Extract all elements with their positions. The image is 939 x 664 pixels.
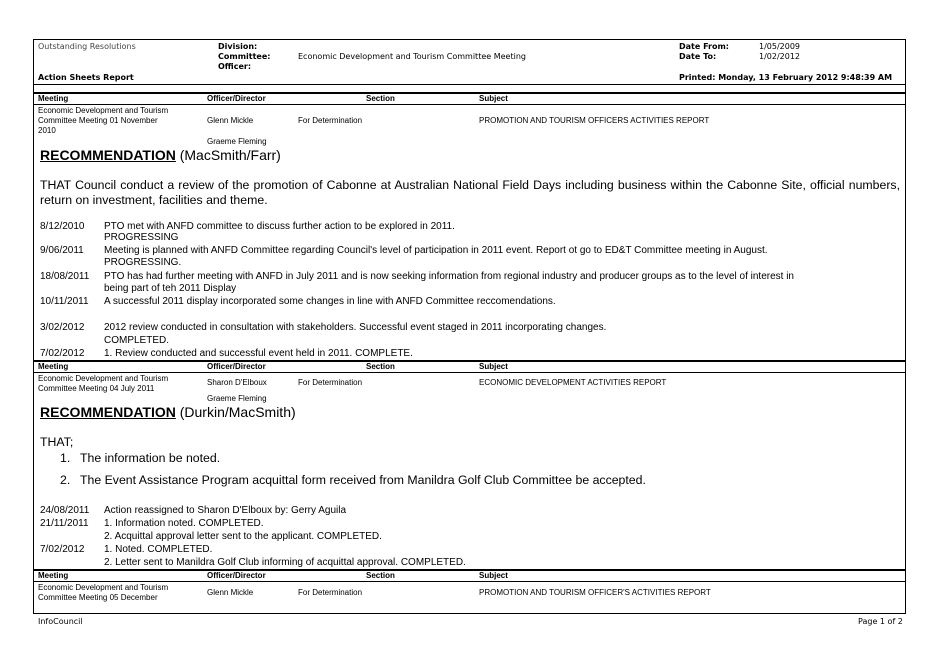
action-date: 7/02/2012 (40, 544, 85, 555)
printed-value: Monday, 13 February 2012 9:48:39 AM (718, 73, 893, 82)
page-number: Page 1 of 2 (858, 617, 903, 626)
recommendation-item-number: 2. (60, 473, 71, 487)
action-date: 9/06/2011 (40, 245, 84, 256)
date-from-label: Date From: (679, 42, 730, 51)
subject-value: PROMOTION AND TOURISM OFFICERS ACTIVITIES REPORT (479, 116, 710, 125)
director-name: Graeme Fleming (207, 137, 267, 146)
action-text: PTO met with ANFD committee to discuss further action to be explored in 2011. (104, 221, 455, 232)
recommendation-item-number: 1. (60, 451, 71, 465)
column-header-bottom-rule (34, 581, 905, 582)
action-date: 8/12/2010 (40, 221, 85, 232)
section-value: For Determination (298, 378, 363, 387)
recommendation-label: RECOMMENDATION (40, 404, 176, 420)
committee-label: Committee: (218, 52, 271, 61)
action-text: 2012 review conducted in consultation with stakeholders. Successful event staged in 2011 incorporating changes. (104, 322, 607, 333)
action-text: A successful 2011 display incorporated some changes in line with ANFD Committee reccomendations. (104, 296, 556, 307)
action-text: 2. Letter sent to Manildra Golf Club informing of acquittal approval. COMPLETED. (104, 557, 466, 568)
column-header-bottom-rule (34, 372, 905, 373)
committee-value: Economic Development and Tourism Committee Meeting (298, 52, 526, 61)
action-text: 1. Noted. COMPLETED. (104, 544, 213, 555)
officer-name: Glenn Mickle (207, 116, 254, 125)
action-text: 1. Review conducted and successful event held in 2011. COMPLETE. (104, 348, 413, 359)
action-date: 21/11/2011 (40, 518, 89, 529)
column-header-meeting: Meeting (38, 94, 69, 103)
sheet-title: Action Sheets Report (38, 73, 134, 82)
action-date: 24/08/2011 (40, 505, 90, 516)
column-header-top-rule (34, 92, 905, 94)
printed-stamp (679, 73, 892, 83)
action-text: 1. Information noted. COMPLETED. (104, 518, 264, 529)
action-date: 7/02/2012 (40, 348, 85, 359)
recommendation-heading (40, 147, 281, 163)
column-header-bottom-rule (34, 104, 905, 105)
action-text: 2. Acquittal approval letter sent to the applicant. COMPLETED. (104, 531, 382, 542)
column-header-section: Section (366, 94, 395, 103)
column-header-officer: Officer/Director (207, 362, 266, 371)
column-header-section: Section (366, 571, 395, 580)
officer-label: Officer: (218, 62, 252, 71)
action-text: Action reassigned to Sharon D'Elboux by: Gerry Aguila (104, 505, 347, 516)
division-label: Division: (218, 42, 258, 51)
recommendation-label: RECOMMENDATION (40, 147, 176, 163)
recommendation-movers: (MacSmith/Farr) (175, 147, 281, 163)
section-value: For Determination (298, 588, 363, 597)
column-header-officer: Officer/Director (207, 571, 266, 580)
printed-label: Printed: (679, 73, 716, 82)
recommendation-intro: THAT; (40, 435, 74, 449)
date-to-label: Date To: (679, 52, 717, 61)
meeting-name-line: Economic Development and Tourism (38, 583, 169, 592)
column-header-section: Section (366, 362, 395, 371)
action-text: PTO has had further meeting with ANFD in July 2011 and is now seeking information from regional industry and producer groups as to the level of interest in (104, 271, 794, 282)
action-text: PROGRESSING. (104, 257, 182, 268)
column-header-subject: Subject (479, 94, 508, 103)
officer-name: Sharon D'Elboux (207, 378, 267, 387)
meeting-name-line: Committee Meeting 04 July 2011 (38, 384, 155, 393)
action-text: being part of teh 2011 Display (104, 283, 237, 294)
director-name: Graeme Fleming (207, 394, 267, 403)
column-header-subject: Subject (479, 571, 508, 580)
column-header-meeting: Meeting (38, 571, 69, 580)
date-from-value: 1/05/2009 (759, 42, 801, 51)
report-name: Outstanding Resolutions (38, 42, 136, 51)
recommendation-text: THAT Council conduct a review of the promotion of Cabonne at Australian National Field Days including business within the Cabonne Site, official numbers, return on investment, facilities and theme. (40, 178, 900, 207)
action-text: COMPLETED. (104, 335, 170, 346)
subject-value: ECONOMIC DEVELOPMENT ACTIVITIES REPORT (479, 378, 667, 387)
column-header-subject: Subject (479, 362, 508, 371)
header-divider (34, 84, 905, 85)
meeting-name-line: Economic Development and Tourism (38, 374, 169, 383)
meeting-name-line: Economic Development and Tourism (38, 106, 169, 115)
recommendation-item-text: The Event Assistance Program acquittal form received from Manildra Golf Club Committee be accepted. (80, 473, 646, 487)
recommendation-item-text: The information be noted. (80, 451, 221, 465)
column-header-meeting: Meeting (38, 362, 69, 371)
meeting-name-line: 2010 (38, 126, 56, 135)
action-date: 10/11/2011 (40, 296, 89, 307)
meeting-name-line: Committee Meeting 01 November (38, 116, 158, 125)
column-header-officer: Officer/Director (207, 94, 266, 103)
column-header-top-rule (34, 569, 905, 571)
action-text: PROGRESSING (104, 232, 179, 243)
action-text: Meeting is planned with ANFD Committee regarding Council's level of participation in 2011 event. Report ot go to ED&T Committee meeting in August. (104, 245, 768, 256)
action-date: 18/08/2011 (40, 271, 90, 282)
date-to-value: 1/02/2012 (759, 52, 801, 61)
officer-name: Glenn Mickle (207, 588, 254, 597)
action-date: 3/02/2012 (40, 322, 85, 333)
recommendation-heading (40, 404, 296, 420)
subject-value: PROMOTION AND TOURISM OFFICER'S ACTIVITIES REPORT (479, 588, 711, 597)
meeting-name-line: Committee Meeting 05 December (38, 593, 158, 602)
footer-brand: InfoCouncil (38, 617, 83, 626)
column-header-top-rule (34, 360, 905, 362)
section-value: For Determination (298, 116, 363, 125)
recommendation-movers: (Durkin/MacSmith) (175, 404, 296, 420)
